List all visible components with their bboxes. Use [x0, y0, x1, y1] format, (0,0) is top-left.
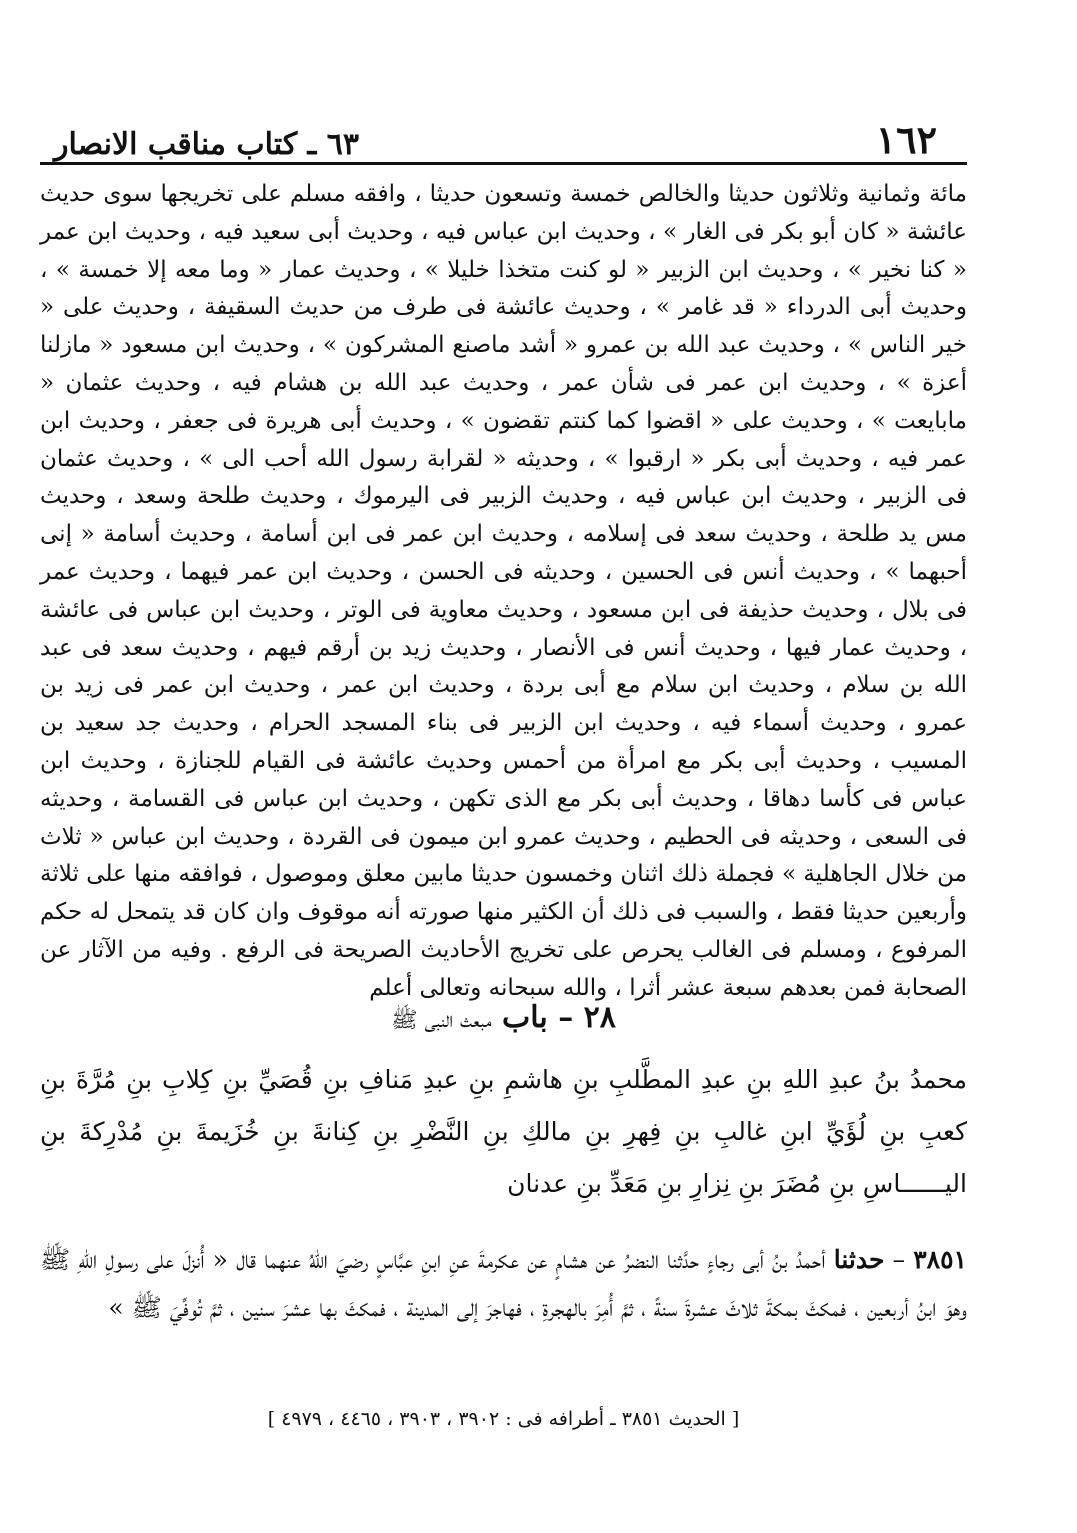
chapter-dash: – — [558, 1000, 574, 1035]
commentary-paragraph: مائة وثمانية وثلاثون حديثا والخالص خمسة وتسعون حديثا ، وافقه مسلم على تخريجها سوى حديث عائشة « كان أبو بكر فى الغار » ، وحديث ابن عباس فيه ، وحديث أبى سعيد فيه ، وحديث ابن عمر « كنا نخير » ، وحديث ابن الزبير « لو كنت متخذا خليلا » ، وحديث عمار « وما معه إلا خمسة » ، وحديث أبى الدرداء « قد غامر » ، وحديث عائشة فى طرف من حديث السقيفة ، وحديث على « خير الناس » ، وحديث عبد الله بن عمرو « أشد ماصنع المشركون » ، وحديث ابن مسعود « مازلنا أعزة » ، وحديث ابن عمر فى شأن عمر ، وحديث عبد الله بن هشام فيه ، وحديث عثمان « مابايعت » ، وحديث على « اقضوا كما كنتم تقضون » ، وحديث أبى هريرة فى جعفر ، وحديث ابن عمر فيه ، وحديث أبى بكر « ارقبوا » ، وحديثه « لقرابة رسول الله أحب الى » ، وحديث عثمان فى الزبير ، وحديث ابن عباس فيه ، وحديث الزبير فى اليرموك ، وحديث طلحة وسعد ، وحديث مس يد طلحة ، وحديث سعد فى إسلامه ، وحديث ابن عمر فى ابن أسامة ، وحديث أسامة « إنى أحبهما » ، وحديث أنس فى الحسين ، وحديثه فى الحسن ، وحديث ابن عمر فيهما ، وحديث عمر فى بلال ، وحديث حذيفة فى ابن مسعود ، وحديث معاوية فى الوتر ، وحديث ابن عباس فى عائشة ، وحديث عمار فيها ، وحديث أنس فى الأنصار ، وحديث زيد بن أرقم فيهم ، وحديث سعد فى عبد الله بن سلام ، وحديث ابن سلام مع أبى بردة ، وحديث ابن عمر ، وحديث ابن عمر فى زيد بن عمرو ، وحديث أسماء فيه ، وحديث ابن الزبير فى بناء المسجد الحرام ، وحديث جد سعيد بن المسيب ، وحديث أبى بكر مع امرأة من أحمس وحديث عائشة فى القيام للجنازة ، وحديث ابن عباس فى كأسا دهاقا ، وحديث أبى بكر مع الذى تكهن ، وحديث ابن عباس فى القسامة ، وحديثه فى السعى ، وحديثه فى الحطيم ، وحديث عمرو ابن ميمون فى القردة ، وحديث ابن عباس « ثلاث من خلال الجاهلية » فجملة ذلك اثنان وخمسون حديثا مابين معلق وموصول ، فوافقه منها على ثلاثة وأربعين حديثا فقط ، والسبب فى ذلك أن الكثير منها صورته أنه موقوف وان كان قد يتمحل له حكم المرفوع ، ومسلم فى الغالب يحرص على تخريج الأحاديث الصريحة فى الرفع . وفيه من الآثار عن الصحابة فمن بعدهم سبعة عشر أثرا ، والله سبحانه وتعالى أعلم — [40, 181, 967, 1001]
chapter-title: مبعث النبى ﷺ — [391, 1008, 492, 1033]
hadith-cross-reference: [ الحديث ٣٨٥١ ـ أطرافه فى : ٣٩٠٢ ، ٣٩٠٣ ، ٤٤٦٥ ، ٤٩٧٩ ] — [267, 1408, 740, 1430]
running-title: ٦٣ ـ كتاب مناقب الانصار — [54, 127, 360, 162]
hadith-opening: حدثنا — [833, 1245, 885, 1274]
hadith-dash: – — [892, 1245, 906, 1274]
header-rule — [40, 162, 967, 165]
page-number: ١٦٢ — [875, 117, 937, 162]
hadith-block — [40, 1236, 967, 1332]
chapter-word: باب — [502, 1000, 548, 1035]
page-header — [40, 112, 967, 162]
chapter-number: ٢٨ — [583, 1000, 616, 1035]
prophet-lineage: محمدُ بنُ عبدِ اللهِ بنِ عبدِ المطَّلبِ بنِ هاشمِ بنِ عبدِ مَنافِ بنِ قُصَيِّ بنِ كِلابِ بنِ مُرَّةَ بنِ كعبِ بنِ لُؤَيِّ ابنِ غالبِ بنِ فِهرِ بنِ مالكِ بنِ النَّضْرِ بنِ كِنانةَ بنِ خُزَيمةَ بنِ مُدْرِكةَ بنِ اليــــــاسِ بنِ مُضَرَ بنِ نِزارِ بنِ مَعَدِّ بنِ عدنان — [40, 1065, 967, 1198]
hadith-number: ٣٨٥١ — [913, 1245, 967, 1274]
book-page — [40, 112, 967, 1512]
hadith-text: أحمدُ بنُ أبى رجاءٍ حدَّثنا النضرُ عن هشامٍ عن عكرمةَ عنِ ابنِ عبَّاسٍ رضيَ اللهُ عنهما قال « أُنزلَ على رسولِ اللهِ ﷺ وهوَ ابنُ أربعين ، فمكثَ بمكةَ ثلاثَ عشرةَ سنةً ، ثمَّ أُمِرَ بالهجرةِ ، فهاجرَ إلى المدينة ، فمكثَ بها عشرَ سنين ، ثمَّ تُوفِّيَ ﷺ » — [40, 1245, 967, 1322]
chapter-heading — [40, 1000, 967, 1038]
